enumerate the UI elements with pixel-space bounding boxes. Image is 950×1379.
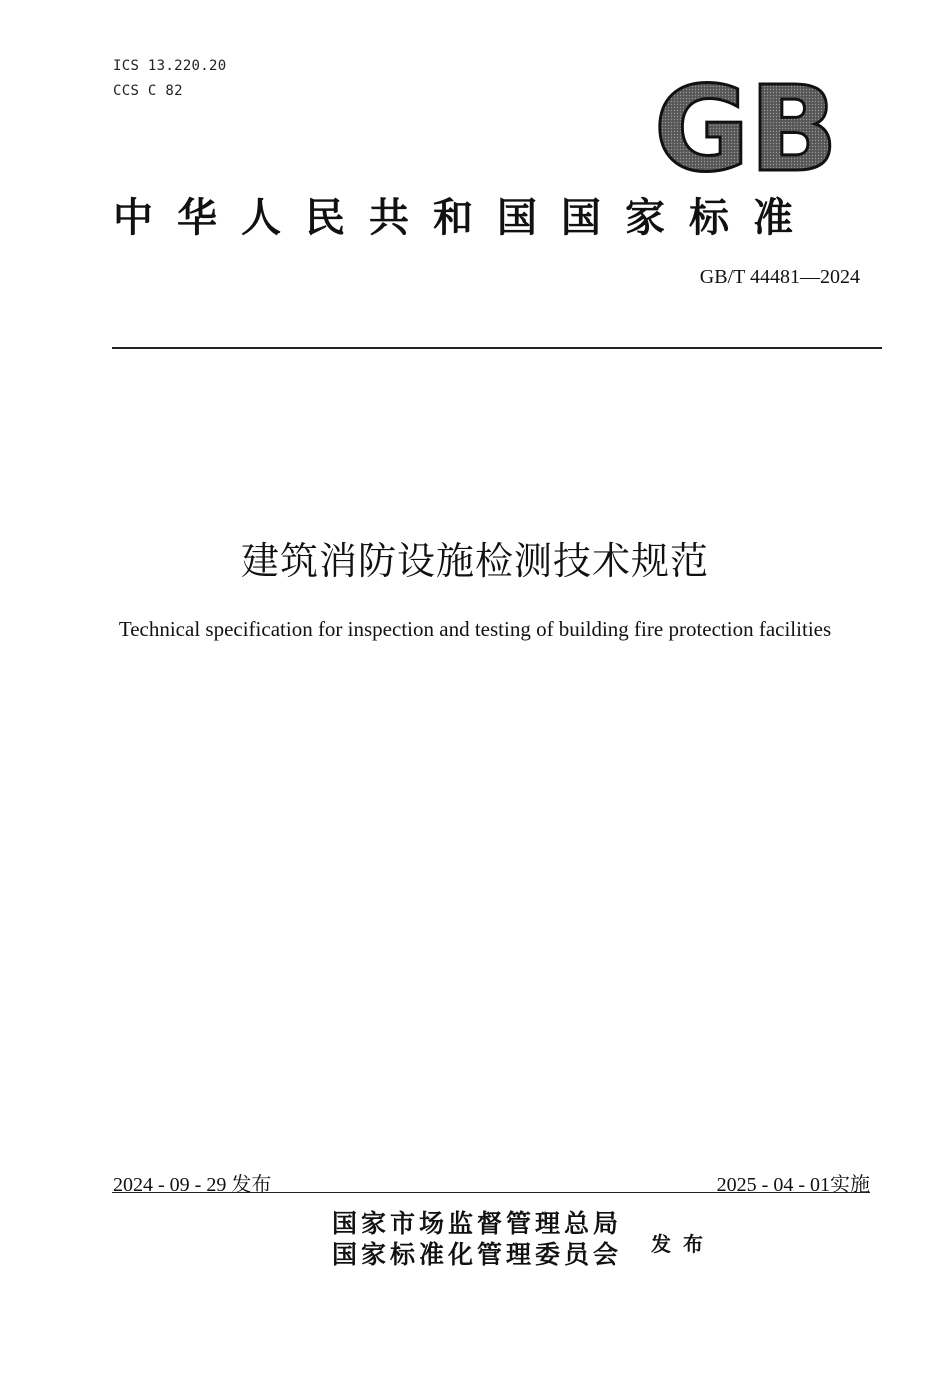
document-title-chinese: 建筑消防设施检测技术规范 [240, 539, 709, 583]
footer-divider [112, 1192, 870, 1193]
svg-text:GB: GB [654, 76, 838, 176]
issuer-sac: 国家标准化管理委员会 [332, 1240, 623, 1269]
standard-number: GB/T 44481—2024 [699, 266, 860, 288]
document-title-english: Technical specification for inspection and testing of building fire protection facilities [118, 617, 832, 641]
standard-type-heading: 中华人民共和国国家标准 [113, 195, 817, 241]
publish-date: 2024 - 09 - 29 发布 [113, 1174, 272, 1196]
issue-label: 发布 [651, 1232, 715, 1256]
issuing-authorities [332, 1208, 622, 1270]
ics-code: ICS 13.220.20 [113, 58, 227, 74]
gb-logo-icon [652, 76, 842, 176]
effective-date: 2025 - 04 - 01实施 [716, 1174, 870, 1196]
issuer-samr: 国家市场监督管理总局 [332, 1209, 623, 1238]
header-divider [112, 347, 882, 349]
ccs-code: CCS C 82 [113, 83, 183, 99]
